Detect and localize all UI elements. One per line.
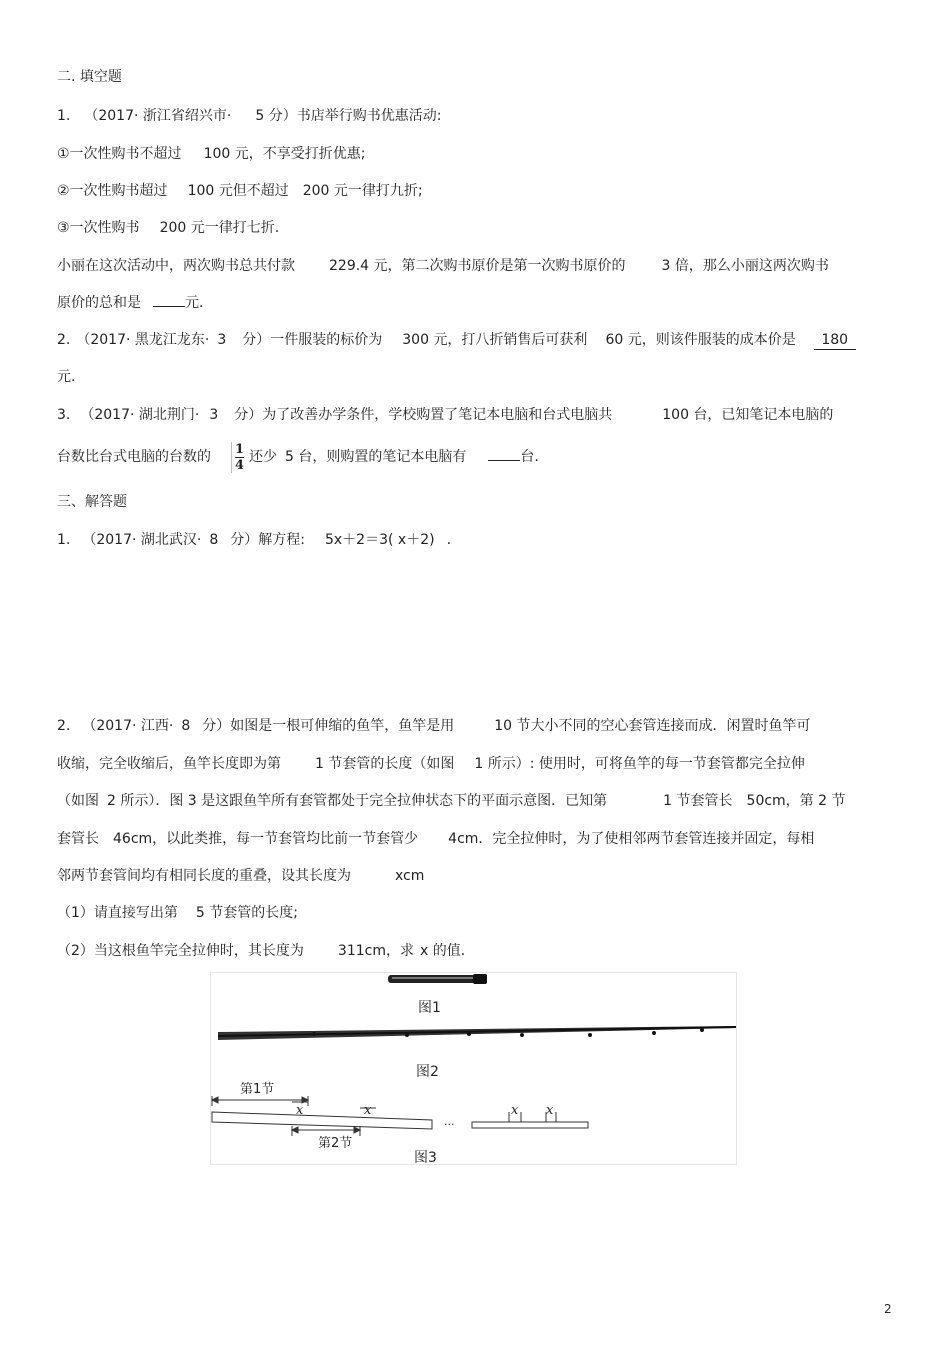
solve-question-2-line-3 <box>57 791 846 811</box>
question-1-header <box>57 106 441 126</box>
question-text: 台. <box>520 449 539 465</box>
question-text: xcm <box>395 868 425 884</box>
question-source: （2017· 江西· <box>82 718 174 734</box>
segment-1-label: 第1节 <box>240 1082 275 1097</box>
segment-2-label: 第2节 <box>318 1136 353 1151</box>
fig1-label: 图1 <box>418 1000 441 1016</box>
question-text: 311cm，求 <box>337 943 414 959</box>
question-text: （如图 <box>57 793 99 809</box>
question-score: 3 <box>209 407 219 423</box>
question-1-body-2 <box>57 293 203 313</box>
rule-3 <box>57 218 279 238</box>
question-text: 原价的总和是 <box>57 295 141 311</box>
question-text: x 的值. <box>419 943 466 959</box>
answer-blank <box>153 306 185 307</box>
question-3 <box>57 405 833 425</box>
question-text: 邻两节套管间均有相同长度的重叠，设其长度为 <box>57 868 351 884</box>
question-text: 收缩，完全收缩后，鱼竿长度即为第 <box>57 756 281 772</box>
fig3-label: 图3 <box>414 1150 437 1165</box>
rule-text: 100 元但不超过 <box>187 183 289 199</box>
question-source: （2017· 浙江省绍兴市· <box>84 108 232 124</box>
question-text: 2 所示）．图 3 是这跟鱼竿所有套管都处于完全拉伸状态下的平面示意图．已知第 <box>107 793 608 809</box>
question-text: 还少 <box>249 449 278 465</box>
rule-text: 200 元一律打七折. <box>159 220 280 236</box>
question-text: 10 节大小不同的空心套管连接而成．闲置时鱼竿可 <box>494 718 811 734</box>
solve-question-2-line-2 <box>57 754 805 774</box>
sub-question-2 <box>57 941 465 961</box>
question-text: 3 倍，那么小丽这两次购书 <box>661 258 829 274</box>
question-number: 1. <box>57 532 71 548</box>
question-1-body <box>57 256 829 276</box>
question-text: （2）当这根鱼竿完全拉伸时，其长度为 <box>57 943 304 959</box>
question-text: 300 元，打八折销售后可获利 <box>402 332 588 348</box>
overlap-x-label: x <box>511 1103 519 1118</box>
section-heading: 二. 填空题 <box>57 69 122 85</box>
question-text: 1 所示）: 使用时，可将鱼竿的每一节套管都完全拉伸 <box>474 756 805 772</box>
question-score: 3 <box>217 332 227 348</box>
question-3-body <box>57 440 539 474</box>
overlap-x-label: x <box>546 1103 554 1118</box>
question-text: 套管长 <box>57 831 99 847</box>
fishing-rod-figure <box>210 972 737 1165</box>
question-2-end: 元. <box>57 369 76 385</box>
rule-2 <box>57 181 423 201</box>
equation: 5x＋2＝3( x＋2) <box>324 532 435 548</box>
extended-rod <box>218 1026 736 1040</box>
question-text: 4cm．完全拉伸时，为了使相邻两节套管连接并固定，每相 <box>448 831 815 847</box>
answer-blank <box>488 460 520 461</box>
question-text: 台数比台式电脑的台数的 <box>57 449 211 465</box>
question-text: 50cm，第 2 节 <box>746 793 846 809</box>
page-number: 2 <box>884 1302 892 1316</box>
answer-blank: 180 <box>814 331 856 350</box>
rule-text: 200 元一律打九折; <box>302 183 423 199</box>
section-heading: 三、解答题 <box>57 494 127 510</box>
question-text: 5 节套管的长度; <box>195 905 298 921</box>
fraction-numerator: 1 <box>235 441 245 457</box>
rule-text: ③一次性购书 <box>57 220 140 236</box>
question-score: 8 <box>209 532 219 548</box>
rule-text: 100 元，不享受打折优惠; <box>203 146 366 162</box>
solve-question-2-line-5 <box>57 866 424 886</box>
fraction-denominator: 4 <box>235 457 245 473</box>
fig2-label: 图2 <box>416 1064 439 1080</box>
question-text: 100 台，已知笔记本电脑的 <box>662 407 834 423</box>
collapsed-rod <box>388 974 487 984</box>
solve-question-1 <box>57 530 451 550</box>
rule-1 <box>57 144 365 164</box>
question-number: 2. <box>57 332 71 348</box>
rule-text: ①一次性购书不超过 <box>57 146 182 162</box>
ellipsis: ··· <box>444 1118 455 1131</box>
solve-question-2 <box>57 716 811 736</box>
solve-question-2-line-4 <box>57 829 814 849</box>
question-text: 元. <box>185 295 204 311</box>
question-text: （1）请直接写出第 <box>57 905 178 921</box>
schematic-diagram <box>212 1096 588 1136</box>
question-number: 1. <box>57 108 71 124</box>
question-text: 46cm，以此类推，每一节套管均比前一节套管少 <box>113 831 419 847</box>
question-text: 229.4 元，第二次购书原价是第一次购书原价的 <box>329 258 626 274</box>
question-text: 60 元，则该件服装的成本价是 <box>605 332 796 348</box>
question-text: 1 节套管的长度（如图 <box>315 756 455 772</box>
sub-question-1 <box>57 903 298 923</box>
question-text: 分）为了改善办学条件，学校购置了笔记本电脑和台式电脑共 <box>234 407 613 423</box>
question-text: 1 节套管长 <box>663 793 733 809</box>
rule-text: ②一次性购书超过 <box>57 183 168 199</box>
question-text: 5 分）书店举行购书优惠活动: <box>255 108 442 124</box>
question-text: 分）解方程: <box>230 532 305 548</box>
question-text: 分）一件服装的标价为 <box>242 332 383 348</box>
question-source: （2017· 湖北武汉· <box>82 532 202 548</box>
question-number: 2. <box>57 718 71 734</box>
question-text: . <box>446 532 452 548</box>
question-2 <box>57 330 856 350</box>
fraction <box>231 442 247 473</box>
question-number: 3. <box>57 407 71 423</box>
question-text: 小丽在这次活动中，两次购书总共付款 <box>57 258 295 274</box>
question-score: 8 <box>181 718 191 734</box>
question-text: 5 台，则购置的笔记本电脑有 <box>285 449 467 465</box>
question-text: 分）如图是一根可伸缩的鱼竿，鱼竿是用 <box>202 718 455 734</box>
overlap-x-label: x <box>364 1103 372 1118</box>
question-source: （2017· 黑龙江龙东· <box>76 332 210 348</box>
question-source: （2017· 湖北荆门· <box>80 407 200 423</box>
overlap-x-label: x <box>296 1103 304 1118</box>
figure-border <box>211 973 737 1165</box>
